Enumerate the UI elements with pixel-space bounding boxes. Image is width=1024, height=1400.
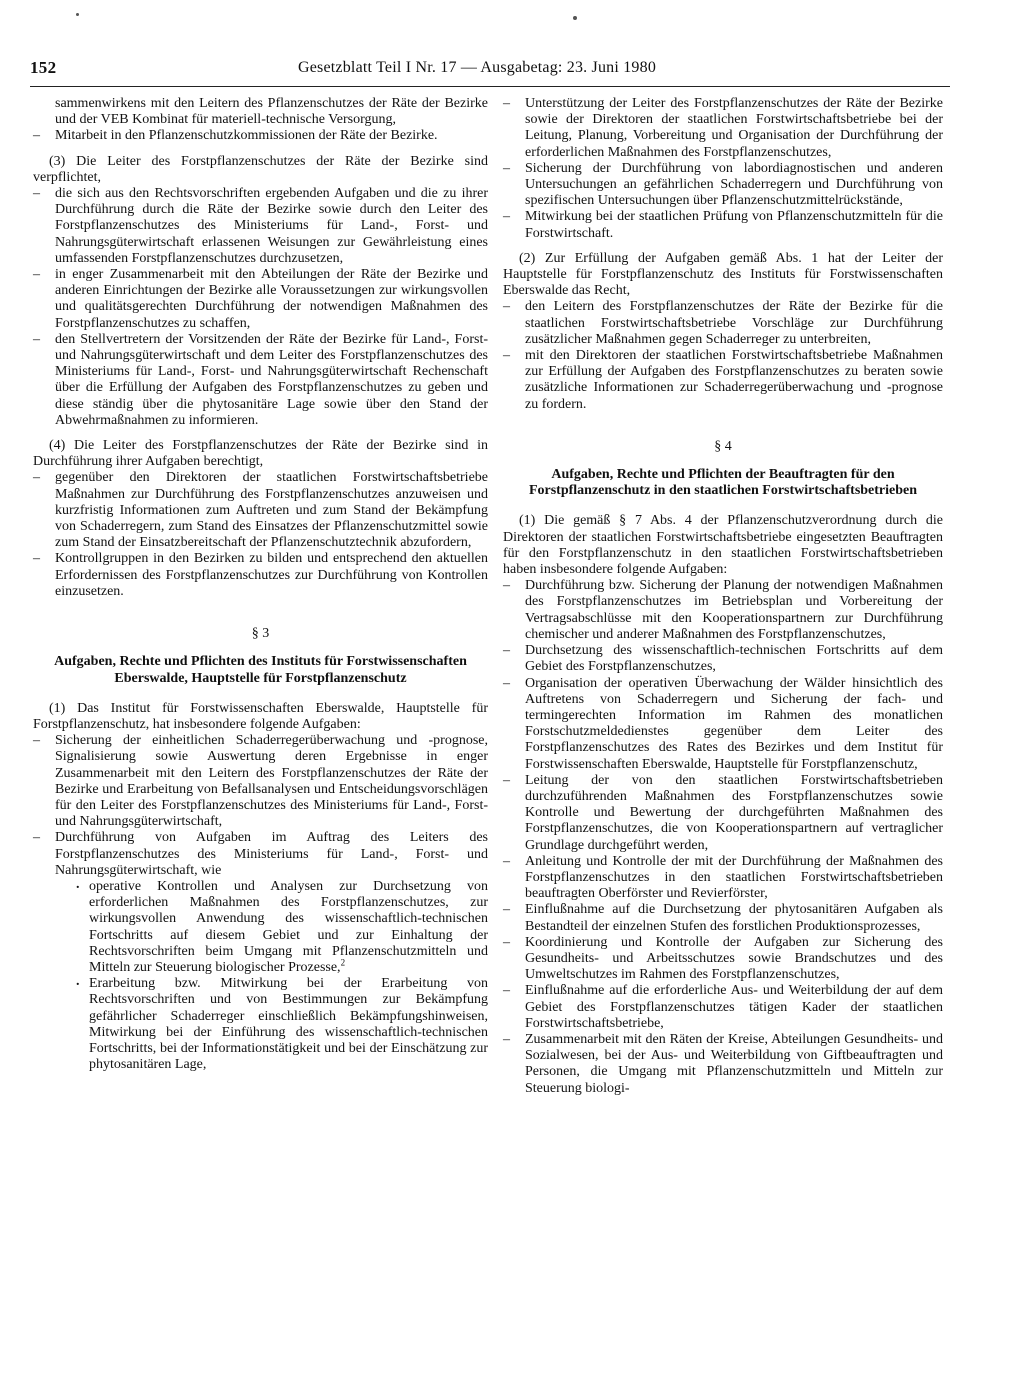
page-header [30,58,950,87]
list-item: – Mitarbeit in den Pflanzenschutzkommissionen der Räte der Bezirke. [33,128,488,144]
list-item: – Zusammenarbeit mit den Räten der Kreise, Abteilungen Gesundheits- und Sozialwesen, bei der Aus- und Weiterbildung von Giftbeauftragten und Personen, die Umgang mit Pflanzenschutzmitteln und Mitteln zur Steuerung biologi- [503,1032,943,1097]
paragraph-3-intro: (3) Die Leiter des Forstpflanzenschutzes der Räte der Bezirke sind verpflichtet, [33,153,488,185]
list-item: – Durchsetzung des wissenschaftlich-technischen Fortschritts auf dem Gebiet des Forstpflanzenschutzes, [503,643,943,675]
list-item: – Sicherung der einheitlichen Schaderregerüberwachung und -prognose, Signalisierung sowie Auswertung deren Ergebnisse in enger Zusammenarbeit mit den Leitern des Forstpflanzenschutzes der Räte der Bezirke und Erarbeitung von Befallsanalysen und Entscheidungsvorschlägen für den Leiter des Forstpflanzenschutzes des Ministeriums für Land-, Forst- und Nahrungsgüterwirtschaft, [33,733,488,830]
list-item: – Anleitung und Kontrolle der mit der Durchführung der Maßnahmen des Forstpflanzenschutzes in den staatlichen Forstwirtschaftsbetrieben beauftragten Oberförster und Revierförster, [503,854,943,903]
list-item: – Durchführung von Aufgaben im Auftrag des Leiters des Forstpflanzenschutzes des Ministeriums für Land-, Forst- und Nahrungsgüterwirtschaft, wie [33,830,488,879]
list-item: – den Stellvertretern der Vorsitzenden der Räte der Bezirke für Land-, Forst- und Nahrungsgüterwirtschaft und dem Leiter des Forstpflanzenschutzes des Ministeriums für Land-, Forst- und Nahrungsgüterwirtschaft Rechenschaft über die Erfüllung der Aufgaben des Forstpflanzenschutzes zu geben und diese ständig über die phytosanitäre Lage sowie über den Stand der Abwehrmaßnahmen zu informieren. [33,332,488,429]
section-4-title: Aufgaben, Rechte und Pflichten der Beauftragten für den Forstpflanzenschutz in den staatlichen Forstwirtschaftsbetrieben [528,467,918,499]
list-item: – Kontrollgruppen in den Bezirken zu bilden und entsprechend den aktuellen Erfordernissen des Forstpflanzenschutzes zur Durchführung von Kontrollen einzusetzen. [33,551,488,600]
list-item: – Unterstützung der Leiter des Forstpflanzenschutzes der Räte der Bezirke sowie der Direktoren der staatlichen Forstwirtschaftsbetriebe bei der Leitung, Planung, Vorbereitung und Organisation der Durchführung der erforderlichen Maßnahmen des Forstpflanzenschutzes, [503,96,943,161]
footnote-marker: 2 [340,957,346,968]
paragraph-4-intro: (4) Die Leiter des Forstpflanzenschutzes der Räte der Bezirke sind in Durchführung ihrer Aufgaben berechtigt, [33,438,488,470]
sub-list-item-text: operative Kontrollen und Analysen zur Durchsetzung von erforderlichen Maßnahmen des Forstpflanzenschutzes, zur wirkungsvollen Anwendung des wissenschaftlich-technischen Fortschritts auf diesem Gebiet und zur Einhaltung der Rechtsvorschriften beim Umgang mit Pflanzenschutzmitteln und Mitteln zur Steuerung biologischer Prozesse, [89,878,488,975]
print-speck [573,16,577,20]
left-column [33,96,488,1073]
section-4-paragraph-1: (1) Die gemäß § 7 Abs. 4 der Pflanzenschutzverordnung durch die Direktoren der staatlichen Forstwirtschaftsbetriebe eingesetzten Beauftragten für den Forstpflanzenschutz in den staatlichen Forstwirtschaftsbetrieben haben insbesondere folgende Aufgaben: [503,513,943,578]
paragraph-2-intro: (2) Zur Erfüllung der Aufgaben gemäß Abs. 1 hat der Leiter der Hauptstelle für Forstpflanzenschutz des Instituts für Forstwissenschaften Eberswalde das Recht, [503,250,943,299]
list-item: – Durchführung bzw. Sicherung der Planung der notwendigen Maßnahmen des Forstpflanzenschutzes im Betriebsplan und Vorbereitung der Vertragsabschlüsse mit den Kooperationspartnern zur Durchführung chemischer und anderer Maßnahmen des Forstpflanzenschutzes, [503,578,943,643]
sub-list-item [33,879,488,976]
list-item: – Sicherung der Durchführung von labordiagnostischen und anderen Untersuchungen an gefährlichen Schaderregern und Durchführung von spezifischen Untersuchungen über Pflanzenschutzmittelrückstände, [503,161,943,210]
list-item: – gegenüber den Direktoren der staatlichen Forstwirtschaftsbetriebe Maßnahmen zur Durchführung des Forstpflanzenschutzes anzuweisen und kurzfristig Informationen zum Auftreten und zum Stand der Bekämpfung von Schaderregern, zum Stand des Einsatzes der Pflanzenschutzmittel sowie zum Stand der Einsatzbereitschaft der Pflanzenschutztechnik abzufordern, [33,470,488,551]
print-speck [76,13,79,16]
list-item: – die sich aus den Rechtsvorschriften ergebenden Aufgaben und die zu ihrer Durchführung durch die Räte der Bezirke sowie durch den Leiter des Forstpflanzenschutzes des Ministeriums für Land-, Forst- und Nahrungsgüterwirtschaft erlassenen Weisungen zur Gewährleistung eines umfassenden Forstpflanzenschutzes durchzusetzen, [33,186,488,267]
running-head: Gesetzblatt Teil I Nr. 17 — Ausgabetag: 23. Juni 1980 [298,59,657,76]
list-item: – Leitung der von den staatlichen Forstwirtschaftsbetrieben durchzuführenden Maßnahmen des Forstpflanzenschutzes sowie Kontrolle und Bewertung der durchgeführten Maßnahmen des Forstpflanzenschutzes, die von Kooperationspartnern auf vertraglicher Grundlage durchgeführt werden, [503,773,943,854]
section-4-label: § 4 [714,438,732,454]
list-item: – in enger Zusammenarbeit mit den Abteilungen der Räte der Bezirke und anderen Einrichtungen der Bezirke alle Voraussetzungen zur wirkungsvollen und qualitätsgerechten Durchführung der notwendigen Maßnahmen des Forstpflanzenschutzes zu schaffen, [33,267,488,332]
right-column [503,96,943,1097]
section-3-label: § 3 [251,626,270,642]
list-item: – den Leitern des Forstpflanzenschutzes der Räte der Bezirke für die staatlichen Forstwirtschaftsbetriebe Vorschläge zur Durchführung zusätzlicher Maßnahmen gegen Schaderreger zu unterbreiten, [503,299,943,348]
sub-list-item: . Erarbeitung bzw. Mitwirkung bei der Erarbeitung von Rechtsvorschriften und von Bestimmungen zur Bekämpfung gefährlicher Schaderreger einschließlich Bekämpfungshinweisen, Mitwirkung bei der Einführung des wissenschaftlich-technischen Fortschritts, bei der Informationstätigkeit und bei der Einschätzung zur phytosanitären Lage, [33,976,488,1073]
list-item: – mit den Direktoren der staatlichen Forstwirtschaftsbetriebe Maßnahmen zur Erfüllung der Aufgaben des Forstpflanzenschutzes zu beraten sowie zusätzliche Informationen zur Schaderregerüberwachung und -prognose zu fordern. [503,348,943,413]
list-item: – Koordinierung und Kontrolle der Aufgaben zur Sicherung des Gesundheits- und Arbeitsschutzes sowie Brandschutzes und des Umweltschutzes im Rahmen des Forstpflanzenschutzes, [503,935,943,984]
list-item: – Einflußnahme auf die Durchsetzung der phytosanitären Aufgaben als Bestandteil der einzelnen Stufen des forstlichen Produktionsprozesses, [503,902,943,934]
page-number: 152 [30,58,57,77]
list-item: – Organisation der operativen Überwachung der Wälder hinsichtlich des Auftretens von Schaderregern und Sicherung der fach- und termingerechten Information im Rahmen des monatlichen Forstschutzmeldedienstes gegenüber dem Leiter des Forstpflanzenschutzes des Rates des Bezirkes und dem Institut für Forstwissenschaften Eberswalde, Hauptstelle für Forstpflanzenschutz, [503,676,943,773]
list-item: – Mitwirkung bei der staatlichen Prüfung von Pflanzenschutzmitteln für die Forstwirtschaft. [503,209,943,241]
section-3-title: Aufgaben, Rechte und Pflichten des Instituts für Forstwissenschaften Eberswalde, Hauptstelle für Forstpflanzenschutz [54,654,467,686]
list-item: – Einflußnahme auf die erforderliche Aus- und Weiterbildung der auf dem Gebiet des Forstpflanzenschutzes tätigen Kader der staatlichen Forstwirtschaftsbetriebe, [503,983,943,1032]
section-3-paragraph-1: (1) Das Institut für Forstwissenschaften Eberswalde, Hauptstelle für Forstpflanzenschutz, hat insbesondere folgende Aufgaben: [33,700,488,732]
continued-item: sammenwirkens mit den Leitern des Pflanzenschutzes der Räte der Bezirke und der VEB Kombinat für materiell-technische Versorgung, [55,96,488,128]
